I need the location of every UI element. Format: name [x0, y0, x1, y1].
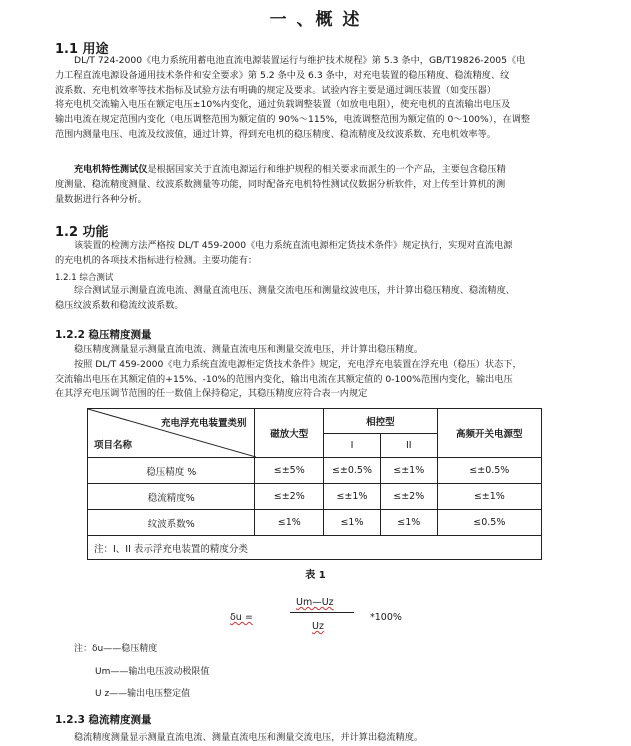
- para-line: 范围内测量电压、电流及纹波值，通过计算，得到充电机的稳压精度、稳流精度及纹波系数、充电机效率等。: [55, 128, 496, 140]
- header-item-name: 项目名称: [94, 440, 133, 451]
- table-row: [88, 484, 542, 510]
- para-line: DL/T 724-2000《电力系统用蓄电池直流电源装置运行与维护技术规程》第 5.3 条中，GB/T19826-2005《电: [74, 55, 526, 66]
- paragraph-1-1: [55, 54, 577, 143]
- table-caption: 表 1: [305, 570, 326, 581]
- paragraph-1-1-b: [55, 163, 577, 207]
- para-line: 的充电机的各项技术指标进行检测。主要功能有：: [55, 254, 258, 266]
- product-name: 充电机特性测试仪: [74, 164, 148, 175]
- para-line: 度测量、稳流精度测量、纹波系数测量等功能，同时配备充电机特性测试仪数据分析软件，对上传至计算机的测: [55, 178, 506, 190]
- para-line: 力工程直流电源设备通用技术条件和安全要求》第 5.2 条中及 6.3 条中，对充电装置的稳压精度、稳流精度、纹: [55, 69, 510, 81]
- paragraph-1-2-1: [55, 284, 577, 314]
- formula-numerator-text: Um—Uz: [296, 597, 334, 608]
- paragraph-1-2: [55, 239, 577, 269]
- para-line: 输出电流在规定范围内变化（电压调整范围为额定值的 90%～115%，电流调整范围为额定值的 0～100%），在调整: [55, 114, 531, 126]
- formula-numerator: [296, 597, 334, 608]
- row-name: 纹波系数%: [88, 510, 255, 536]
- paragraph-1-2-3: 稳流精度测量显示测量直流电流、测量直流电压和测量交流电压，并计算出稳流精度。: [74, 732, 424, 743]
- cell-class-II: ≤±2%: [380, 484, 437, 510]
- cell-hf: ≤±0.5%: [437, 458, 541, 484]
- header-class-II: II: [380, 433, 437, 458]
- spec-table: [87, 408, 542, 560]
- para-line: 稳压纹波系数和稳流纹波系数。: [55, 299, 184, 311]
- table-note: 注：I、II 表示浮充电装置的精度分类: [88, 536, 542, 560]
- para-line: 该装置的检测方法严格按 DL/T 459-2000《电力系统直流电源柜定货技术条件》规定执行，实现对直流电源: [74, 240, 513, 251]
- section-heading-1-1: 1.1 用途: [55, 42, 109, 57]
- cell-magnetic: ≤±5%: [255, 458, 324, 484]
- formula-denominator-text: Uz: [312, 621, 324, 632]
- cell-class-II: ≤±1%: [380, 458, 437, 484]
- note-um: Um——输出电压波动极限值: [95, 667, 210, 677]
- section-heading-1-2-2: 1.2.2 稳压精度测量: [55, 329, 152, 341]
- cell-magnetic: ≤±2%: [255, 484, 324, 510]
- paragraph-1-2-2: [55, 343, 577, 402]
- fraction-line: [290, 612, 354, 613]
- cell-class-II: ≤1%: [380, 510, 437, 536]
- cell-class-I: ≤1%: [324, 510, 381, 536]
- para-line: 量数据进行各种分析。: [55, 193, 147, 205]
- subsection-1-2-1: 1.2.1 综合测试: [55, 273, 114, 283]
- note-uz: U z——输出电压整定值: [95, 689, 191, 699]
- cell-hf: ≤±1%: [437, 484, 541, 510]
- para-line: 交流输出电压在其额定值的+15%、-10%的范围内变化，输出电流在其额定值的 0-100%范围内变化，输出电压: [55, 373, 513, 385]
- formula-lhs-text: δu =: [230, 612, 253, 623]
- row-name: 稳压精度 %: [88, 458, 255, 484]
- diagonal-header: [88, 409, 255, 458]
- cell-class-I: ≤±1%: [324, 484, 381, 510]
- header-class-I: I: [324, 433, 381, 458]
- para-line: 综合测试显示测量直流电流、测量直流电压、测量交流电压和测量纹波电压，并计算出稳压精度、稳流精度、: [74, 285, 515, 296]
- header-category: 充电浮充电装置类别: [160, 418, 247, 429]
- header-magnetic: 磁放大型: [255, 409, 324, 458]
- page-title: 一 、概 述: [269, 10, 362, 30]
- formula-denominator: [312, 621, 324, 632]
- header-thyristor: 相控型: [324, 409, 438, 434]
- cell-hf: ≤0.5%: [437, 510, 541, 536]
- cell-magnetic: ≤1%: [255, 510, 324, 536]
- row-name: 稳流精度%: [88, 484, 255, 510]
- para-line: 稳压精度测量显示测量直流电流、测量直流电压和测量交流电压，并计算出稳压精度。: [74, 344, 424, 355]
- formula-lhs: [230, 612, 253, 623]
- table-row: [88, 510, 542, 536]
- section-heading-1-2-3: 1.2.3 稳流精度测量: [55, 714, 152, 726]
- cell-class-I: ≤±0.5%: [324, 458, 381, 484]
- para-line: 是根据国家关于直流电源运行和维护规程的相关要求而派生的一个产品，主要包含稳压精: [147, 164, 506, 175]
- note-delta-u: 注：δu——稳压精度: [74, 644, 158, 654]
- para-line: 将充电机交流输入电压在额定电压±10%内变化，通过负载调整装置（如放电电阻），使充电机的直流输出电压及: [55, 99, 511, 111]
- para-line: 按照 DL/T 459-2000《电力系统直流电源柜定货技术条件》规定，充电浮充电装置在浮充电（稳压）状态下，: [74, 358, 522, 370]
- header-hf-switch: 高频开关电源型: [437, 409, 541, 458]
- para-line: 波系数、充电机效率等技术指标及试验方法有明确的规定及要求。试验内容主要是通过调压装置（如变压器）: [55, 84, 496, 96]
- formula-rhs: *100%: [370, 612, 402, 623]
- table-row: [88, 458, 542, 484]
- para-line: 在其浮充电压调节范围的任一数值上保持稳定，其稳压精度应符合表一内规定: [55, 388, 368, 400]
- section-heading-1-2: 1.2 功能: [55, 225, 109, 240]
